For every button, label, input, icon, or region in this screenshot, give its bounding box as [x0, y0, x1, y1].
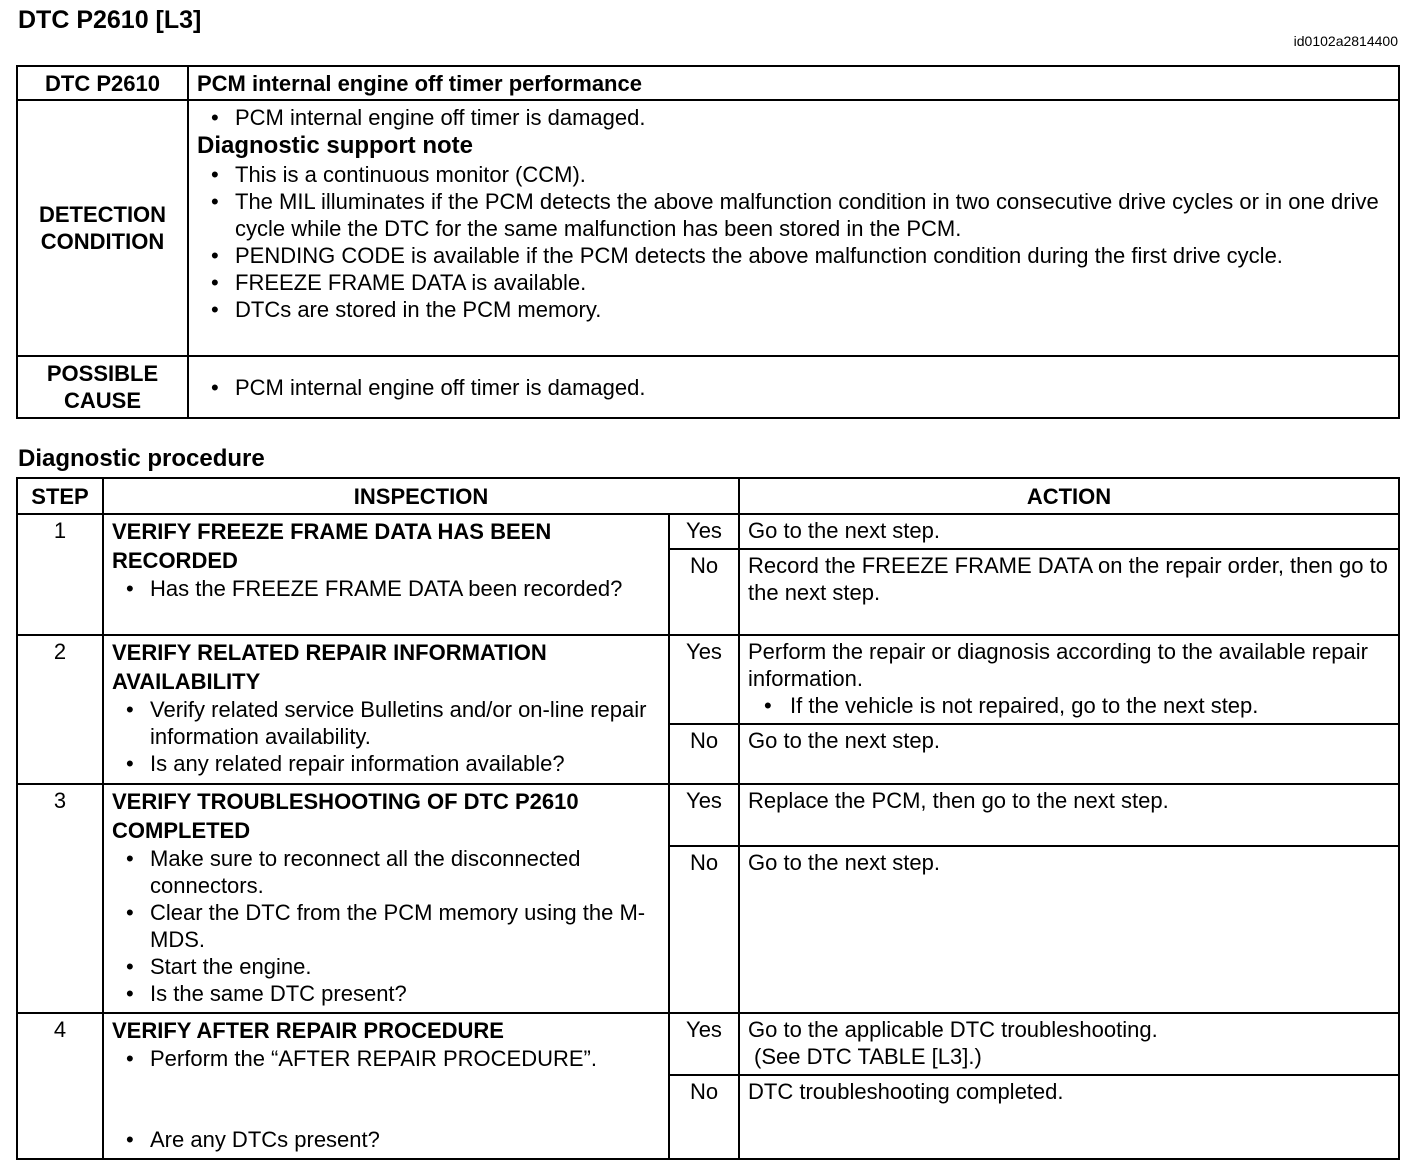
yes-action: Go to the applicable DTC troubleshooting. (See DTC TABLE [L3].) [739, 1013, 1399, 1075]
document-id: id0102a2814400 [1293, 33, 1398, 49]
cause-item: • PCM internal engine off timer is damaged. [197, 374, 1390, 401]
inspection-item: • Start the engine. [112, 953, 660, 980]
diagnostic-procedure-table [16, 477, 1400, 1160]
step-number: 1 [17, 514, 103, 635]
support-item: • DTCs are stored in the PCM memory. [197, 296, 1390, 323]
no-label: No [669, 549, 739, 635]
step-title: VERIFY AFTER REPAIR PROCEDURE [112, 1018, 504, 1043]
step-number: 4 [17, 1013, 103, 1159]
action-sub-item: • If the vehicle is not repaired, go to the next step. [748, 692, 1390, 719]
step-inspection [103, 784, 669, 1013]
col-header-inspection: INSPECTION [103, 478, 739, 514]
col-header-step: STEP [17, 478, 103, 514]
step-title: VERIFY FREEZE FRAME DATA HAS BEEN RECORDED [112, 519, 552, 573]
dtc-info-table [16, 65, 1400, 419]
no-action: Record the FREEZE FRAME DATA on the repair order, then go to the next step. [739, 549, 1399, 635]
inspection-item: • Is any related repair information available? [112, 750, 660, 777]
dtc-description-cell: PCM internal engine off timer performance [188, 66, 1399, 100]
possible-cause-text [188, 356, 1399, 418]
inspection-item: • Is the same DTC present? [112, 980, 660, 1007]
no-label: No [669, 724, 739, 784]
inspection-item: • Clear the DTC from the PCM memory using the M-MDS. [112, 899, 660, 953]
step-inspection [103, 635, 669, 784]
no-action: DTC troubleshooting completed. [739, 1075, 1399, 1159]
inspection-item: • Has the FREEZE FRAME DATA been recorded? [112, 575, 660, 602]
yes-action: Replace the PCM, then go to the next step. [739, 784, 1399, 846]
detection-item: • PCM internal engine off timer is damaged. [197, 104, 1390, 131]
step-title: VERIFY TROUBLESHOOTING OF DTC P2610 COMPLETED [112, 789, 579, 843]
no-action: Go to the next step. [739, 724, 1399, 784]
col-header-action: ACTION [739, 478, 1399, 514]
detection-condition-label: DETECTION CONDITION [17, 100, 188, 356]
inspection-item: • Are any DTCs present? [112, 1126, 660, 1153]
yes-label: Yes [669, 1013, 739, 1075]
inspection-item: • Perform the “AFTER REPAIR PROCEDURE”. [112, 1045, 660, 1072]
inspection-item: • Make sure to reconnect all the disconnected connectors. [112, 845, 660, 899]
no-action: Go to the next step. [739, 846, 1399, 1013]
no-label: No [669, 846, 739, 1013]
detection-condition-text [188, 100, 1399, 356]
yes-action: Go to the next step. [739, 514, 1399, 549]
page-title: DTC P2610 [L3] [18, 6, 202, 34]
yes-label: Yes [669, 635, 739, 724]
step-title: VERIFY RELATED REPAIR INFORMATION AVAILABILITY [112, 640, 547, 694]
procedure-title: Diagnostic procedure [18, 445, 265, 472]
support-note-title: Diagnostic support note [197, 132, 473, 159]
yes-label: Yes [669, 784, 739, 846]
support-item: • PENDING CODE is available if the PCM detects the above malfunction condition during the first drive cycle. [197, 242, 1390, 269]
no-label: No [669, 1075, 739, 1159]
yes-label: Yes [669, 514, 739, 549]
step-inspection [103, 1013, 669, 1159]
possible-cause-label: POSSIBLE CAUSE [17, 356, 188, 418]
inspection-item: • Verify related service Bulletins and/or on-line repair information availability. [112, 696, 660, 750]
support-item: • FREEZE FRAME DATA is available. [197, 269, 1390, 296]
step-number: 3 [17, 784, 103, 1013]
step-inspection [103, 514, 669, 635]
support-item: • This is a continuous monitor (CCM). [197, 161, 1390, 188]
yes-action: Perform the repair or diagnosis according to the available repair information. • If the vehicle is not repaired, go to the next step. [739, 635, 1399, 724]
step-number: 2 [17, 635, 103, 784]
dtc-code-cell: DTC P2610 [17, 66, 188, 100]
support-item: • The MIL illuminates if the PCM detects the above malfunction condition in two consecutive drive cycles or in one drive cycle while the DTC for the same malfunction has been stored in the PCM. [197, 188, 1390, 242]
